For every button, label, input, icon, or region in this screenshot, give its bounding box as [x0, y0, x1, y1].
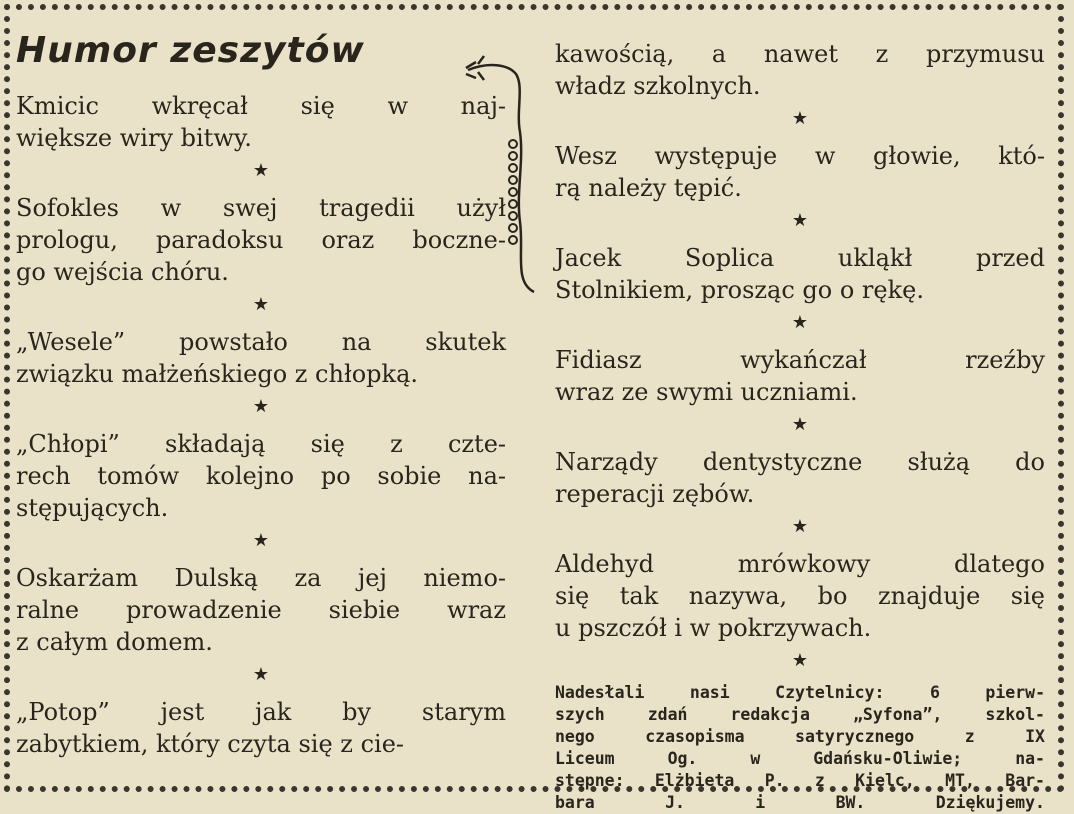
left-text-line: Kmicic wkręcał się w naj- — [16, 92, 506, 120]
separator-star-icon: ★ — [791, 210, 809, 231]
left-text-line: z całym domem. — [16, 628, 213, 656]
right-text-line: wraz ze swymi uczniami. — [555, 378, 858, 406]
right-text-line: Aldehyd mrówkowy dlatego — [555, 550, 1045, 578]
right-text-line: u pszczół i w pokrzywach. — [555, 614, 872, 642]
left-text-line: ralne prowadzenie siebie wraz — [16, 596, 506, 624]
left-text-line: prologu, paradoksu oraz boczne- — [16, 226, 506, 254]
credits-note — [555, 682, 1045, 814]
separator-star-icon: ★ — [791, 312, 809, 333]
credits-line: Liceum Og. w Gdańsku-Oliwie; na- — [555, 749, 1045, 768]
separator-star-icon: ★ — [252, 664, 270, 685]
left-text-line: zabytkiem, który czyta się z cie- — [16, 730, 405, 758]
right-text-line: Fidiasz wykańczał rzeźby — [555, 346, 1045, 374]
separator-star-icon: ★ — [791, 108, 809, 129]
left-text-line: stępujących. — [16, 494, 169, 522]
left-text-line: „Chłopi” składają się z czte- — [16, 430, 506, 458]
right-items — [555, 38, 1045, 672]
credits-line: stępne: Elżbieta P. z Kielc, MT, Bar- — [555, 771, 1045, 790]
left-text-line: rech tomów kolejno po sobie na- — [16, 462, 506, 490]
left-column — [16, 26, 506, 760]
separator-star-icon: ★ — [791, 516, 809, 537]
article-title: Humor zeszytów — [16, 30, 365, 71]
right-text-line: rą należy tępić. — [555, 174, 742, 202]
separator-star-icon: ★ — [791, 650, 809, 671]
left-text-line: go wejścia chóru. — [16, 258, 229, 286]
right-text-line: Wesz występuje w głowie, któ- — [555, 142, 1045, 170]
right-column — [555, 38, 1045, 814]
separator-star-icon: ★ — [791, 414, 809, 435]
left-items — [16, 90, 506, 760]
separator-star-icon: ★ — [252, 294, 270, 315]
right-text-line: Stolnikiem, prosząc go o rękę. — [555, 276, 924, 304]
right-text-line: Jacek Soplica ukląkł przed — [555, 244, 1045, 272]
right-text-line: reperacji zębów. — [555, 480, 755, 508]
left-text-line: „Potop” jest jak by starym — [16, 698, 506, 726]
left-text-line: „Wesele” powstało na skutek — [16, 328, 506, 356]
right-text-line: władz szkolnych. — [555, 72, 761, 100]
credits-line: bara J. i BW. Dziękujemy. — [555, 793, 1045, 812]
left-text-line: związku małżeńskiego z chłopką. — [16, 360, 419, 388]
credits-line: nego czasopisma satyrycznego z IX — [555, 727, 1045, 746]
right-text-line: się tak nazywa, bo znajduje się — [555, 582, 1045, 610]
right-text-line: Narządy dentystyczne służą do — [555, 448, 1045, 476]
left-text-line: Oskarżam Dulską za jej niemo- — [16, 564, 506, 592]
right-text-line: kawością, a nawet z przymusu — [555, 40, 1045, 68]
left-text-line: większe wiry bitwy. — [16, 124, 252, 152]
credits-line: Nadesłali nasi Czytelnicy: 6 pierw- — [555, 683, 1045, 702]
separator-star-icon: ★ — [252, 160, 270, 181]
credits-line: szych zdań redakcja „Syfona”, szkol- — [555, 705, 1045, 724]
left-text-line: Sofokles w swej tragedii użył — [16, 194, 506, 222]
separator-star-icon: ★ — [252, 396, 270, 417]
separator-star-icon: ★ — [252, 530, 270, 551]
